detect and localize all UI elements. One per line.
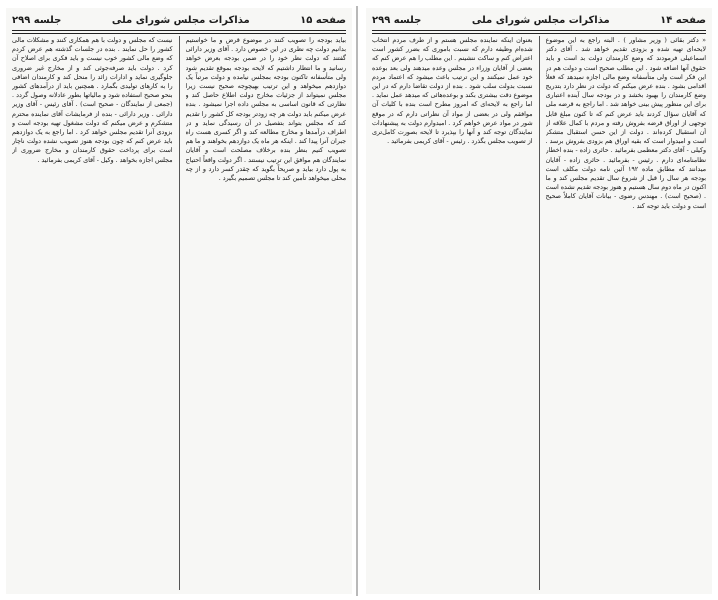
right-page-number: صفحه ۱۴ (660, 14, 706, 26)
right-header-rule (372, 30, 706, 34)
left-header-rule (12, 30, 346, 34)
left-column-2-text: نیست که مجلس و دولت با هم همکاری کنند و مشکلات مالی کشور را حل نمایند . بنده در جلسات گذشته هم عرض کردم که وضع مالی کشور خوب نیست و باید فکری برای اصلاح آن کرد . دولت باید صرفه‌جوئی کند و از مخارج غیر ضروری جلوگیری نماید و ادارات زائد را منحل کند و کارمندان اضافی را به کارهای تولیدی بگمارد . همچنین باید از درآمدهای کشور بنحو صحیح استفاده شود و مالیاتها بطور عادلانه وصول گردد . (جمعی از نمایندگان - صحیح است) . آقای رئیس - آقای وزیر دارائی . وزیر دارائی - بنده از فرمایشات آقای نماینده محترم متشکرم و عرض میکنم که دولت مشغول تهیه بودجه است و بزودی آنرا تقدیم مجلس خواهد کرد . اما راجع به یک دوازدهم باید عرض کنم که چون بودجه هنوز تصویب نشده دولت ناچار است برای پرداخت حقوق کارمندان و مخارج ضروری از مجلس اجازه بخواهد . وکیل - آقای کریمی بفرمائید . (12, 37, 173, 164)
left-page-title: مذاکرات مجلس شورای ملی (111, 14, 250, 26)
left-page-column-left (12, 36, 173, 590)
right-page-body (372, 36, 706, 590)
left-column-1-text: بیاید بودجه را تصویب کنند در موضوع قرض و ما خواستیم بدانیم دولت چه نظری در این خصوص دارد . آقای وزیر دارائی گفتند که دولت نظر خود را در ضمن بودجه بعرض خواهد رسانید و ما انتظار داشتیم که لایحه بودجه بموقع تقدیم شود ولی متأسفانه تاکنون بودجه بمجلس نیامده و دولت مرتباً یک دوازدهم میخواهد و این ترتیب بهیچوجه صحیح نیست زیرا مجلس نمیتواند از جزئیات مخارج دولت اطلاع حاصل کند و نظارتی که قانون اساسی به مجلس داده اجرا نمیشود . بنده عرض میکنم باید دولت هر چه زودتر بودجه کل کشور را تقدیم کند که مجلس بتواند بتفصیل در آن رسیدگی نماید و در اطراف درآمدها و مخارج مطالعه کند و اگر کسری هست راه جبران آنرا پیدا کند . اینکه هر ماه یک دوازدهم بخواهند و ما هم تصویب کنیم بنظر بنده برخلاف مصلحت است و آقایان نمایندگان هم موافق این ترتیب نیستند . اگر دولت واقعاً احتیاج به پول دارد بیاید و صریحاً بگوید که چقدر کسر دارد و از چه محلی میخواهد تأمین کند تا مجلس تصمیم بگیرد . (185, 37, 346, 183)
right-page-column-left (372, 36, 533, 590)
right-column-1-text: « دکتر بقائی ( وزیر مشاور ) . البته راجع به این موضوع لایحه‌ای تهیه شده و بزودی تقدیم خواهد شد . آقای دکتر اسماعیلی فرمودند که وضع کارمندان دولت بد است و باید حقوق آنها اضافه شود . این مطلب صحیح است و دولت هم در این فکر است ولی متأسفانه وضع مالی اجازه نمیدهد که فعلاً اقدامی بشود . بنده عرض میکنم که دولت در نظر دارد بتدریج وضع کارمندان را بهبود بخشد و در بودجه سال آینده اعتباری برای این منظور پیش بینی خواهد شد . اما راجع به قرضه ملی که آقایان سؤال کردند باید عرض کنم که تا کنون مبلغ قابل توجهی از اوراق قرضه بفروش رفته و مردم با کمال علاقه از آن استقبال کرده‌اند . دولت از این حسن استقبال متشکر است و امیدوار است که بقیه اوراق هم بزودی بفروش برسد . وکیلی - آقای دکتر معظمی بفرمائید . حائری زاده - بنده اخطار نظامنامه‌ای دارم . رئیس - بفرمائید . حائری زاده - آقایان میدانند که مطابق ماده ۱۹۲ آئین نامه دولت مکلف است بودجه هر سال را قبل از شروع سال تقدیم مجلس کند و ما اکنون در ماه دوم سال هستیم و هنوز بودجه تقدیم نشده است . (صحیح است) . مهندس رضوی - بیانات آقایان کاملاً صحیح است و دولت باید توجه کند . (545, 37, 706, 210)
right-page-title: مذاکرات مجلس شورای ملی (471, 14, 610, 26)
right-page-header (372, 12, 706, 28)
left-page-column-right (186, 36, 347, 590)
right-page-session: جلسه ۲۹۹ (372, 14, 422, 26)
right-column-2-text: بعنوان اینکه نماینده مجلس هستم و از طرف مردم انتخاب شده‌ام وظیفه دارم که نسبت باموری که بضرر کشور است اعتراض کنم و ساکت ننشینم . این مطلب را هم عرض کنم که بعضی از آقایان وزراء در مجلس وعده میدهند ولی بعد بوعده خود عمل نمیکنند و این ترتیب باعث میشود که اعتماد مردم نسبت بدولت سلب شود . بنده از دولت تقاضا دارم که در این موضوع دقت بیشتری بکند و بوعده‌هائی که میدهد عمل نماید . اما راجع به لایحه‌ای که امروز مطرح است بنده با کلیات آن موافقم ولی در بعضی از مواد آن نظراتی دارم که در موقع شور در مواد عرض خواهم کرد . امیدوارم دولت به پیشنهادات نمایندگان توجه کند و آنها را بپذیرد تا لایحه بصورت کامل‌تری از تصویب مجلس بگذرد . رئیس - آقای کریمی بفرمائید . (372, 37, 533, 146)
left-page-header (12, 12, 346, 28)
left-page-body (12, 36, 346, 590)
left-page-number: صفحه ۱۵ (300, 14, 346, 26)
left-page (6, 8, 352, 594)
left-page-session: جلسه ۲۹۹ (12, 14, 62, 26)
column-divider (179, 36, 180, 590)
right-page (366, 8, 712, 594)
page-gutter (356, 6, 358, 596)
right-page-column-right (546, 36, 707, 590)
column-divider (539, 36, 540, 590)
